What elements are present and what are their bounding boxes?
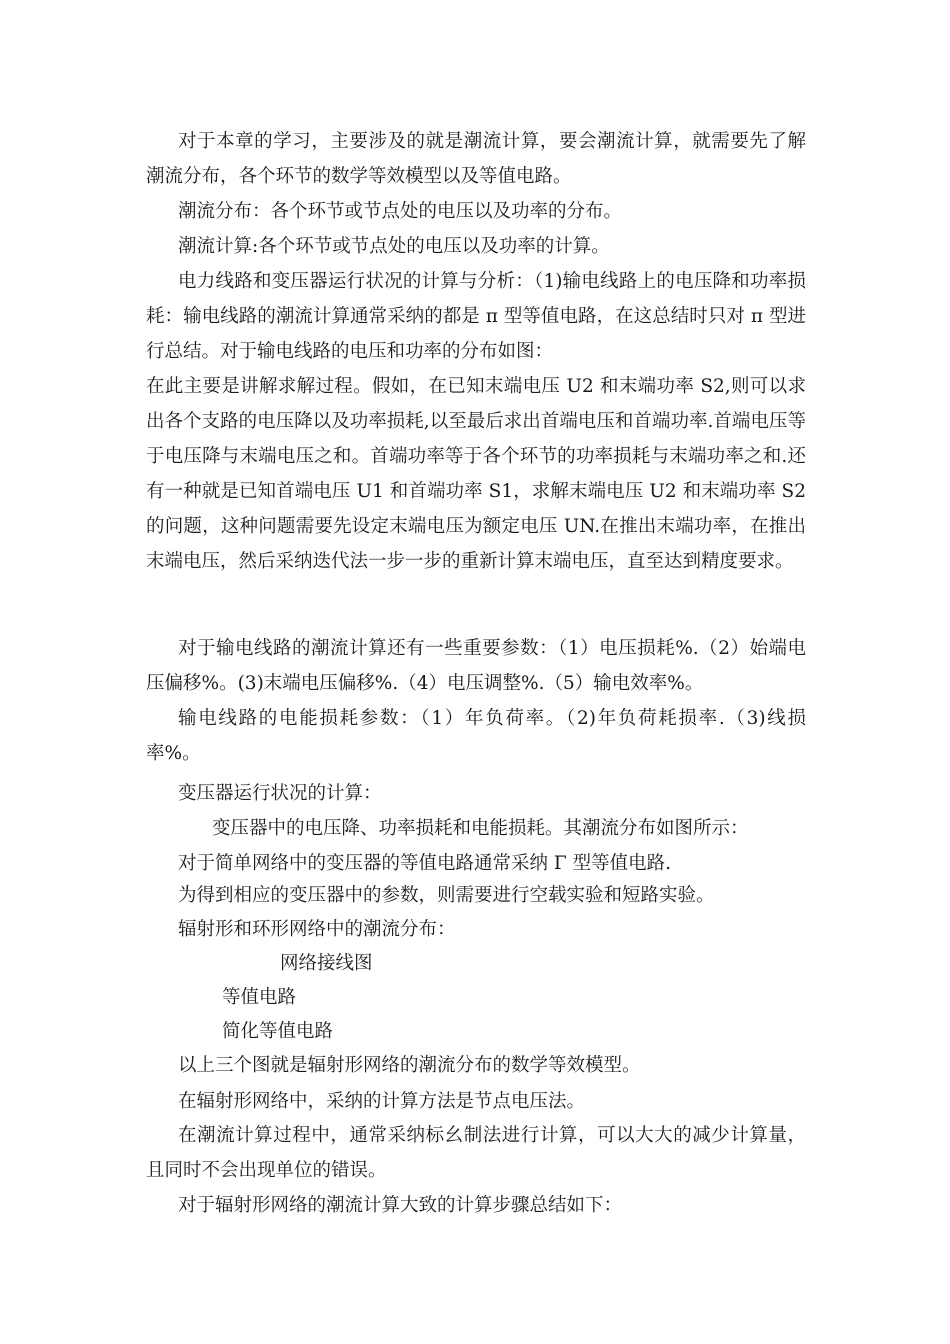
caption-network-wiring-diagram: 网络接线图: [280, 953, 373, 974]
caption-simplified-equivalent-circuit: 简化等值电路: [222, 1021, 334, 1042]
paragraph-flow-distribution: 潮流分布：各个环节或节点处的电压以及功率的分布。: [178, 201, 623, 222]
paragraph-three-figures: 以上三个图就是辐射形网络的潮流分布的数学等效模型。: [178, 1055, 641, 1076]
paragraph-network-flow-heading: 辐射形和环形网络中的潮流分布：: [178, 919, 456, 940]
paragraph-experiments: 为得到相应的变压器中的参数，则需要进行空载实验和短路实验。: [178, 885, 715, 906]
paragraph-transformer-heading: 变压器运行状况的计算：: [178, 783, 382, 804]
caption-equivalent-circuit: 等值电路: [222, 987, 297, 1008]
paragraph-calculation-steps: 对于辐射形网络的潮流计算大致的计算步骤总结如下：: [178, 1195, 623, 1216]
paragraph-line-transformer-analysis: 电力线路和变压器运行状况的计算与分析：（1)输电线路上的电压降和功率损耗：输电线路的潮流计算通常采纳的都是 π 型等值电路，在这总结时只对 π 型进行总结。对于输电线路的电压和功率的分布如图：: [146, 271, 806, 362]
paragraph-node-voltage-method: 在辐射形网络中，采纳的计算方法是节点电压法。: [178, 1091, 586, 1112]
paragraph-flow-calculation: 潮流计算:各个环节或节点处的电压以及功率的计算。: [178, 236, 610, 257]
paragraph-energy-loss-parameters: 输电线路的电能损耗参数：（1）年负荷率。（2)年负荷耗损率.（3)线损率%。: [146, 708, 806, 764]
paragraph-transformer-losses: 变压器中的电压降、功率损耗和电能损耗。其潮流分布如图所示：: [212, 818, 749, 839]
paragraph-per-unit-method: 在潮流计算过程中，通常采纳标幺制法进行计算，可以大大的减少计算量，且同时不会出现单位的错误。: [146, 1125, 806, 1181]
paragraph-gamma-circuit: 对于简单网络中的变压器的等值电路通常采纳 Γ 型等值电路.: [178, 853, 671, 874]
paragraph-solution-process: 在此主要是讲解求解过程。假如，在已知末端电压 U2 和末端功率 S2,则可以求出各个支路的电压降以及功率损耗,以至最后求出首端电压和首端功率.首端电压等于电压降与末端电压之和。首端功率等于各个环节的功率损耗与末端功率之和.还有一种就是已知首端电压 U1 和首端功率 S1，求解末端电压 U2 和末端功率 S2 的问题，这种问题需要先设定末端电压为额定电压 UN.在推出末端功率，在推出末端电压，然后采纳迭代法一步一步的重新计算末端电压，直至达到精度要求。: [146, 376, 806, 572]
paragraph-important-parameters: 对于输电线路的潮流计算还有一些重要参数：（1）电压损耗%.（2）始端电压偏移%。(3)末端电压偏移%.（4）电压调整%.（5）输电效率%。: [146, 638, 806, 694]
paragraph-intro: 对于本章的学习，主要涉及的就是潮流计算，要会潮流计算，就需要先了解潮流分布，各个环节的数学等效模型以及等值电路。: [146, 131, 806, 187]
